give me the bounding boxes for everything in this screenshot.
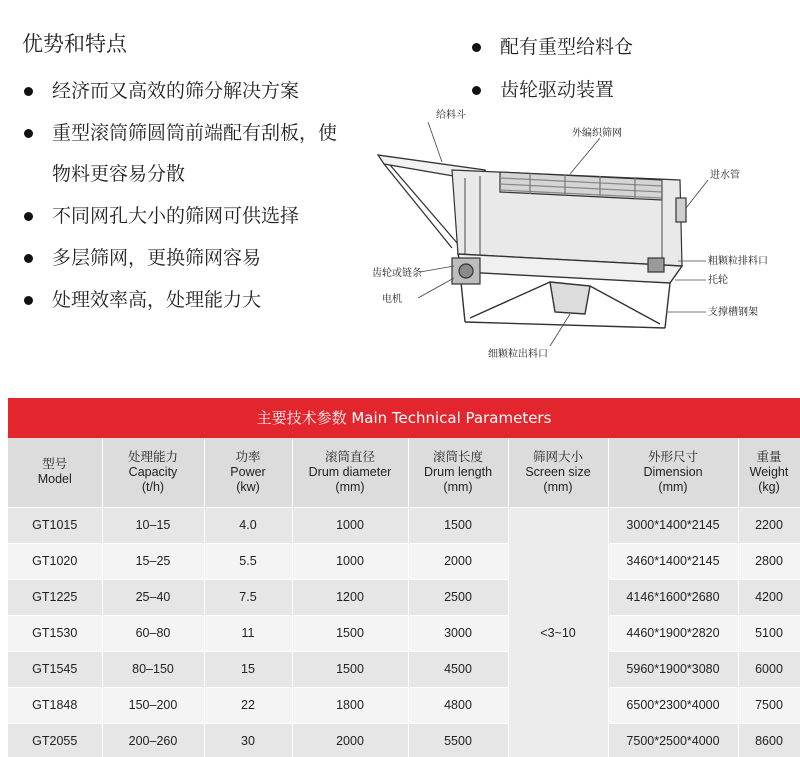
- cell-length: 3000: [408, 615, 508, 651]
- feature-text: 处理效率高，处理能力大: [52, 289, 262, 311]
- cell-weight: 2800: [738, 543, 800, 579]
- label-motor: 电机: [382, 294, 402, 305]
- cell-model: GT1020: [8, 543, 102, 579]
- label-outer-screen: 外编织筛网: [572, 128, 622, 139]
- cell-diameter: 2000: [292, 723, 408, 757]
- cell-diameter: 1200: [292, 579, 408, 615]
- label-hopper: 给料斗: [436, 110, 466, 121]
- cell-diameter: 1000: [292, 507, 408, 543]
- table-row: [8, 687, 800, 723]
- cell-model: GT1015: [8, 507, 102, 543]
- bullet-icon: [24, 212, 33, 221]
- cell-capacity: 80–150: [102, 651, 204, 687]
- cell-capacity: 15–25: [102, 543, 204, 579]
- cell-diameter: 1500: [292, 651, 408, 687]
- cell-power: 11: [204, 615, 292, 651]
- cell-dimension: 6500*2300*4000: [608, 687, 738, 723]
- cell-dimension: 4460*1900*2820: [608, 615, 738, 651]
- feature-text: 多层筛网，更换筛网容易: [52, 247, 262, 269]
- cell-length: 1500: [408, 507, 508, 543]
- cell-weight: 7500: [738, 687, 800, 723]
- bullet-icon: [472, 43, 481, 52]
- feature-item: [22, 237, 394, 279]
- cell-model: GT1225: [8, 579, 102, 615]
- cell-diameter: 1500: [292, 615, 408, 651]
- feature-item: [22, 279, 394, 321]
- cell-weight: 2200: [738, 507, 800, 543]
- col-header-length: 滚筒长度 Drum length (mm): [408, 438, 508, 507]
- cell-diameter: 1000: [292, 543, 408, 579]
- cell-screen-size: <3~10: [508, 507, 608, 757]
- feature-list-left: [22, 70, 394, 321]
- cell-dimension: 4146*1600*2680: [608, 579, 738, 615]
- feature-item: [470, 26, 633, 69]
- cell-capacity: 60–80: [102, 615, 204, 651]
- cell-dimension: 3000*1400*2145: [608, 507, 738, 543]
- feature-text: 不同网孔大小的筛网可供选择: [52, 205, 300, 227]
- cell-weight: 6000: [738, 651, 800, 687]
- cell-dimension: 7500*2500*4000: [608, 723, 738, 757]
- cell-model: GT1545: [8, 651, 102, 687]
- col-header-weight: 重量 Weight (kg): [738, 438, 800, 507]
- cell-capacity: 150–200: [102, 687, 204, 723]
- label-gear-chain: 齿轮或链条: [372, 268, 422, 279]
- label-steel-frame: 支撑槽钢架: [708, 307, 758, 318]
- cell-power: 5.5: [204, 543, 292, 579]
- bullet-icon: [472, 86, 481, 95]
- col-header-diameter: 滚筒直径 Drum diameter (mm): [292, 438, 408, 507]
- table-row: [8, 615, 800, 651]
- cell-length: 5500: [408, 723, 508, 757]
- cell-weight: 4200: [738, 579, 800, 615]
- label-roller: 托轮: [708, 275, 728, 286]
- label-water-inlet: 进水管: [710, 170, 740, 181]
- trommel-drawing: [370, 108, 790, 368]
- feature-item: [22, 112, 394, 154]
- cell-power: 22: [204, 687, 292, 723]
- col-header-model: 型号 Model: [8, 438, 102, 507]
- feature-item-continuation: [22, 154, 394, 195]
- cell-capacity: 25–40: [102, 579, 204, 615]
- technical-parameters: [8, 398, 800, 757]
- cell-model: GT1530: [8, 615, 102, 651]
- features-title: 优势和特点: [22, 32, 127, 56]
- feature-item: [22, 195, 394, 237]
- feature-list-right: [470, 26, 633, 112]
- cell-power: 15: [204, 651, 292, 687]
- cell-capacity: 10–15: [102, 507, 204, 543]
- cell-length: 4500: [408, 651, 508, 687]
- cell-power: 30: [204, 723, 292, 757]
- feature-text: 配有重型给料仓: [500, 36, 634, 58]
- col-header-capacity: 处理能力 Capacity (t/h): [102, 438, 204, 507]
- bullet-icon: [24, 87, 33, 96]
- drum-shape: [452, 170, 686, 266]
- table-row: [8, 651, 800, 687]
- col-header-screen: 筛网大小 Screen size (mm): [508, 438, 608, 507]
- bullet-icon: [24, 254, 33, 263]
- feature-item: [470, 69, 633, 112]
- cell-power: 4.0: [204, 507, 292, 543]
- table-title: 主要技术参数 Main Technical Parameters: [8, 398, 800, 438]
- bullet-icon: [24, 296, 33, 305]
- bullet-icon: [24, 129, 33, 138]
- cell-length: 2500: [408, 579, 508, 615]
- col-header-power: 功率 Power (kw): [204, 438, 292, 507]
- table-row: [8, 579, 800, 615]
- cell-power: 7.5: [204, 579, 292, 615]
- label-coarse-outlet: 粗颗粒排料口: [708, 256, 768, 267]
- col-header-dimension: 外形尺寸 Dimension (mm): [608, 438, 738, 507]
- cell-length: 2000: [408, 543, 508, 579]
- table-header-row: [8, 438, 800, 507]
- cell-weight: 5100: [738, 615, 800, 651]
- cell-dimension: 3460*1400*2145: [608, 543, 738, 579]
- table-row: [8, 507, 800, 543]
- cell-dimension: 5960*1900*3080: [608, 651, 738, 687]
- cell-diameter: 1800: [292, 687, 408, 723]
- feature-item: [22, 70, 394, 112]
- cell-model: GT1848: [8, 687, 102, 723]
- cell-model: GT2055: [8, 723, 102, 757]
- spec-table: [8, 438, 800, 757]
- cell-length: 4800: [408, 687, 508, 723]
- table-row: [8, 543, 800, 579]
- label-fine-outlet: 细颗粒出料口: [488, 349, 548, 360]
- trommel-diagram: [370, 108, 790, 368]
- cell-capacity: 200–260: [102, 723, 204, 757]
- feature-text: 重型滚筒筛圆筒前端配有刮板，使: [52, 122, 338, 144]
- feature-text: 经济而又高效的筛分解决方案: [52, 80, 300, 102]
- feature-text: 齿轮驱动装置: [500, 79, 615, 101]
- feature-text: 物料更容易分散: [52, 163, 186, 185]
- table-row: [8, 723, 800, 757]
- cell-weight: 8600: [738, 723, 800, 757]
